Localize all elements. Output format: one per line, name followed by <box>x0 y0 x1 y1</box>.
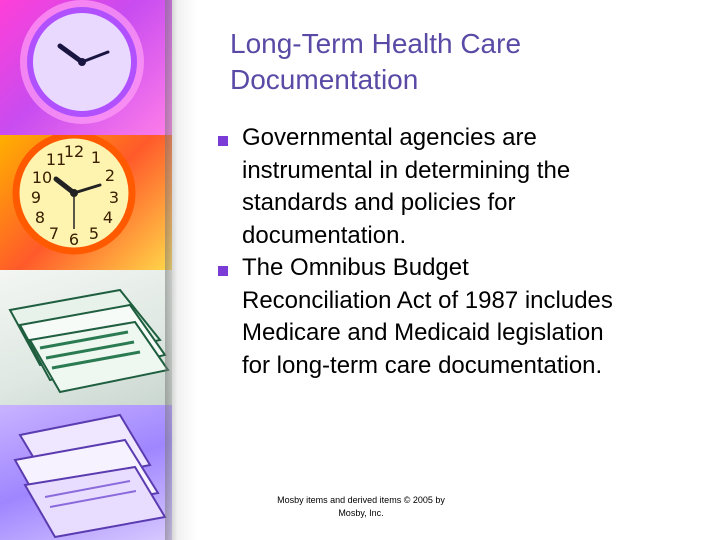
clock-numeral: 11 <box>45 150 67 169</box>
papers-icon <box>0 270 172 405</box>
clock-icon <box>0 135 172 270</box>
clock-numeral: 5 <box>88 224 100 243</box>
sidebar-shadow <box>165 0 197 540</box>
bullet-item <box>218 252 698 382</box>
footer-line: Mosby items and derived items © 2005 by <box>277 495 445 505</box>
clock-numeral: 9 <box>30 188 42 207</box>
clock-numeral: 8 <box>34 208 46 227</box>
clock-numeral: 12 <box>63 142 85 161</box>
slide-title-line: Documentation <box>230 64 419 95</box>
bullet-line: documentation. <box>242 221 407 249</box>
clock-numeral: 3 <box>108 188 120 207</box>
clock-numeral: 7 <box>48 224 60 243</box>
slide-title-line: Long-Term Health Care <box>230 28 522 59</box>
copyright-footer <box>246 494 476 520</box>
papers-panel-green <box>0 270 172 405</box>
clock-numeral: 6 <box>68 230 80 249</box>
bullet-line: Medicare and Medicaid legislation <box>242 319 604 346</box>
bullet-line: standards and policies for <box>242 189 516 216</box>
decorative-image-strip <box>0 0 172 540</box>
bullet-line: for long-term care documentation. <box>242 351 603 379</box>
clock-numeral: 1 <box>90 148 102 167</box>
footer-line: Mosby, Inc. <box>338 508 384 518</box>
papers-icon <box>0 405 172 540</box>
bullet-list <box>218 122 698 382</box>
clock-numeral: 10 <box>31 168 53 187</box>
clock-panel-middle <box>0 135 172 270</box>
slide-title <box>230 26 690 98</box>
bullet-line: instrumental in determining the <box>242 156 571 184</box>
papers-panel-purple <box>0 405 172 540</box>
bullet-line: Governmental agencies are <box>242 124 537 151</box>
clock-panel-top <box>0 0 172 135</box>
clock-icon <box>0 0 172 135</box>
clock-numeral: 4 <box>102 208 114 227</box>
clock-numeral: 2 <box>104 166 116 185</box>
bullet-item <box>218 122 698 252</box>
square-bullet-icon <box>218 136 228 146</box>
square-bullet-icon <box>218 266 228 276</box>
bullet-line: Reconciliation Act of 1987 includes <box>242 286 613 314</box>
bullet-line: The Omnibus Budget <box>242 254 469 281</box>
